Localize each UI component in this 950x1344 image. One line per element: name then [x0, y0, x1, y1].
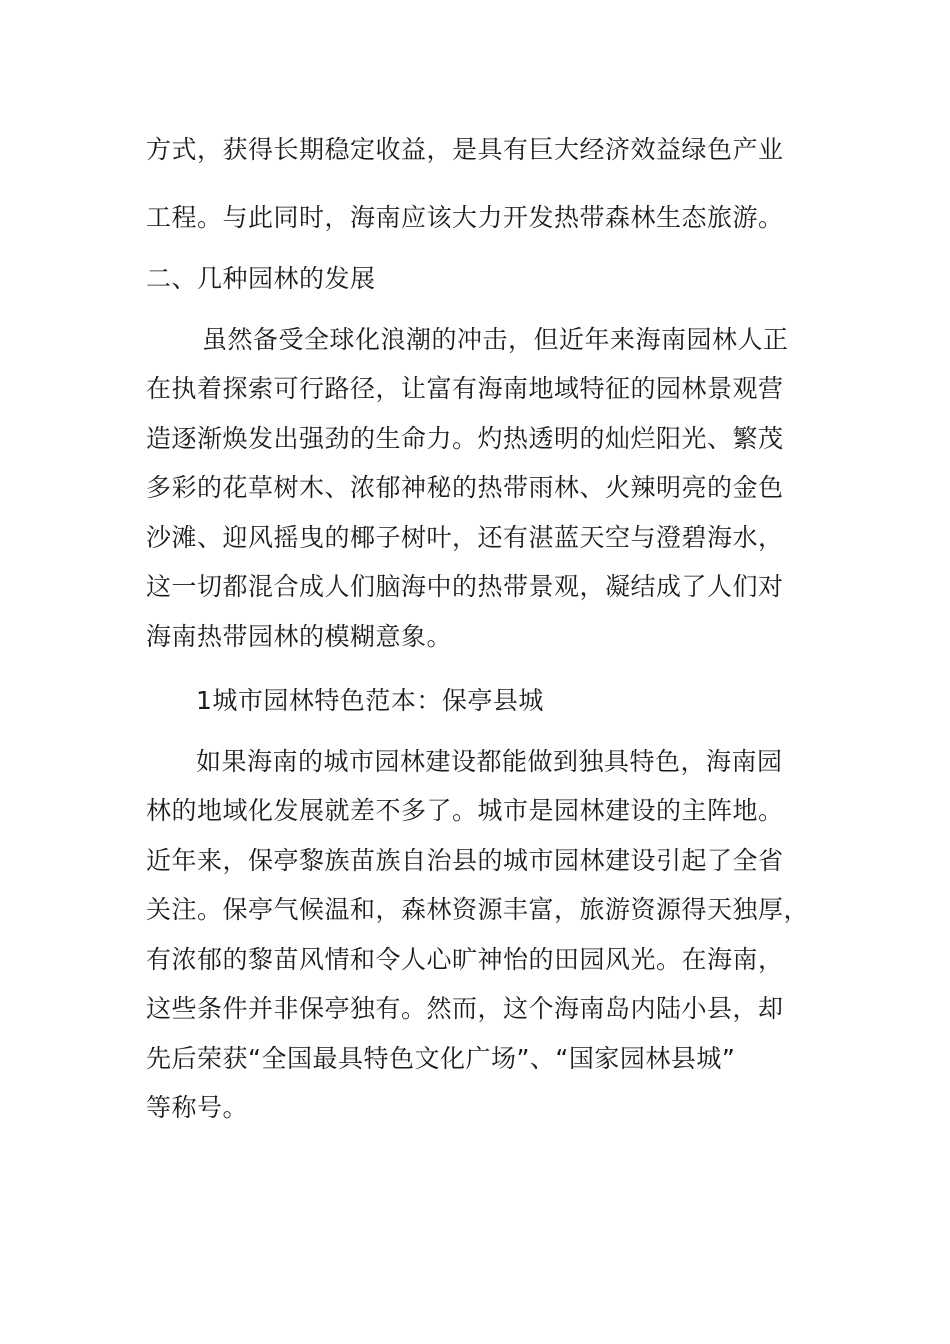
text-line-1: 方式，获得长期稳定收益，是具有巨大经济效益绿色产业	[146, 135, 784, 164]
text-line-13: 林的地域化发展就差不多了。城市是园林建设的主阵地。	[146, 796, 784, 825]
text-line-10: 海南热带园林的模糊意象。	[146, 622, 453, 651]
text-line-14: 近年来，保亭黎族苗族自治县的城市园林建设引起了全省	[146, 846, 784, 875]
text-line-7: 多彩的花草树木、浓郁神秘的热带雨林、火辣明亮的金色	[146, 473, 784, 502]
text-line-4: 虽然备受全球化浪潮的冲击，但近年来海南园林人正	[202, 325, 789, 354]
text-line-18: 先后荣获“全国最具特色文化广场”、“国家园林县城”	[146, 1044, 736, 1073]
text-line-12: 如果海南的城市园林建设都能做到独具特色，海南园	[196, 747, 783, 776]
text-line-8: 沙滩、迎风摇曳的椰子树叶，还有湛蓝天空与澄碧海水，	[146, 523, 784, 552]
text-line-15: 关注。保亭气候温和，森林资源丰富，旅游资源得天独厚，	[146, 895, 810, 924]
subsection-heading: 1城市园林特色范本：保亭县城	[196, 686, 544, 715]
text-line-2: 工程。与此同时，海南应该大力开发热带森林生态旅游。	[146, 203, 784, 232]
text-line-5: 在执着探索可行路径，让富有海南地域特征的园林景观营	[146, 374, 784, 403]
text-line-6: 造逐渐焕发出强劲的生命力。灼热透明的灿烂阳光、繁茂	[146, 424, 784, 453]
section-heading: 二、几种园林的发展	[146, 264, 376, 293]
text-line-19: 等称号。	[146, 1093, 249, 1122]
text-line-9: 这一切都混合成人们脑海中的热带景观，凝结成了人们对	[146, 572, 784, 601]
text-line-16: 有浓郁的黎苗风情和令人心旷神怡的田园风光。在海南，	[146, 945, 784, 974]
text-line-17: 这些条件并非保亭独有。然而，这个海南岛内陆小县，却	[146, 994, 784, 1023]
